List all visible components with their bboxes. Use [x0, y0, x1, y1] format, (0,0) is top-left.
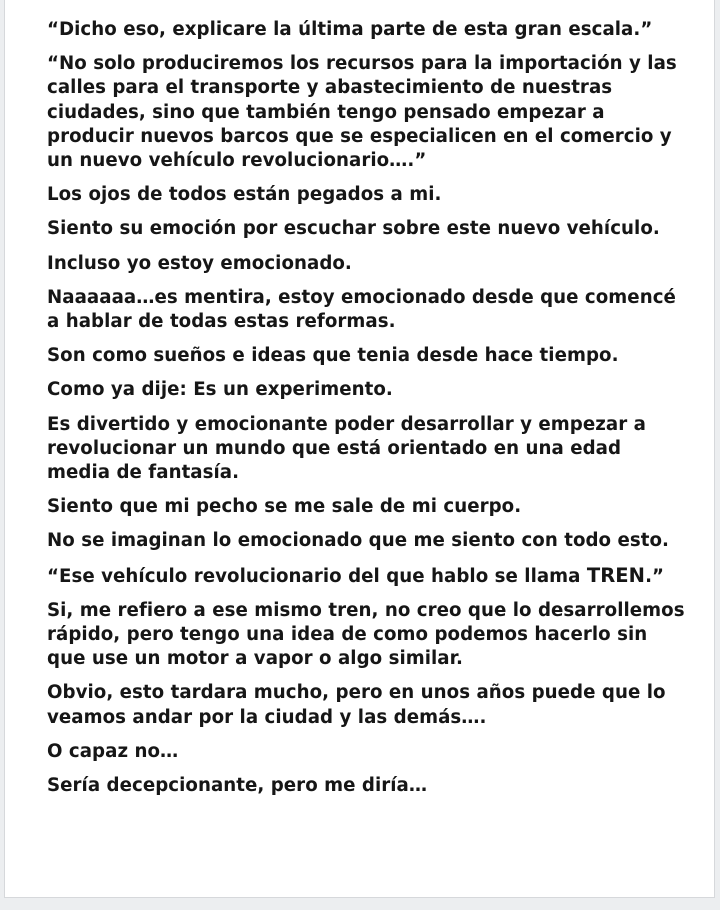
tren-emphasis: TREN [586, 563, 646, 587]
paragraph: Sería decepcionante, pero me diría… [47, 775, 428, 797]
paragraph: “No solo produciremos los recursos para la importación y las calles para el transporte y abastecimiento de nuestras ciudades, sino que también tengo pensado empezar a producir nuevos barcos que se especialicen en el comercio y un nuevo vehículo revolucionario….” [47, 53, 677, 172]
tren-line-after: .” [645, 565, 665, 587]
paragraph: Incluso yo estoy emocionado. [47, 252, 352, 274]
paragraph: Es divertido y emocionante poder desarrollar y empezar a revolucionar un mundo que está orientado en una edad media de fantasía. [47, 413, 646, 484]
paragraph: O capaz no… [47, 740, 179, 762]
paragraph: Obvio, esto tardara mucho, pero en unos años puede que lo veamos andar por la ciudad y las demás…. [47, 682, 666, 728]
paragraph-tren [47, 564, 687, 589]
paragraph: Siento que mi pecho se me sale de mi cuerpo. [47, 496, 522, 518]
paragraph: Siento su emoción por escuchar sobre este nuevo vehículo. [47, 218, 660, 240]
tren-line-before: “Ese vehículo revolucionario del que hablo se llama [47, 565, 587, 587]
document-body [47, 18, 687, 808]
paragraph: “Dicho eso, explicare la última parte de esta gran escala.” [47, 19, 653, 40]
paragraph: Naaaaaa…es mentira, estoy emocionado desde que comencé a hablar de todas estas reformas. [47, 286, 676, 333]
document-page [4, 0, 715, 898]
paragraph: No se imaginan lo emocionado que me siento con todo esto. [47, 530, 669, 552]
paragraph: Los ojos de todos están pegados a mi. [47, 184, 442, 206]
paragraph: Si, me refiero a ese mismo tren, no creo que lo desarrollemos rápido, pero tengo una idea de como podemos hacerlo sin que use un motor a vapor o algo similar. [47, 599, 685, 670]
paragraph: Son como sueños e ideas que tenia desde hace tiempo. [47, 345, 619, 367]
paragraph: Como ya dije: Es un experimento. [47, 379, 393, 401]
